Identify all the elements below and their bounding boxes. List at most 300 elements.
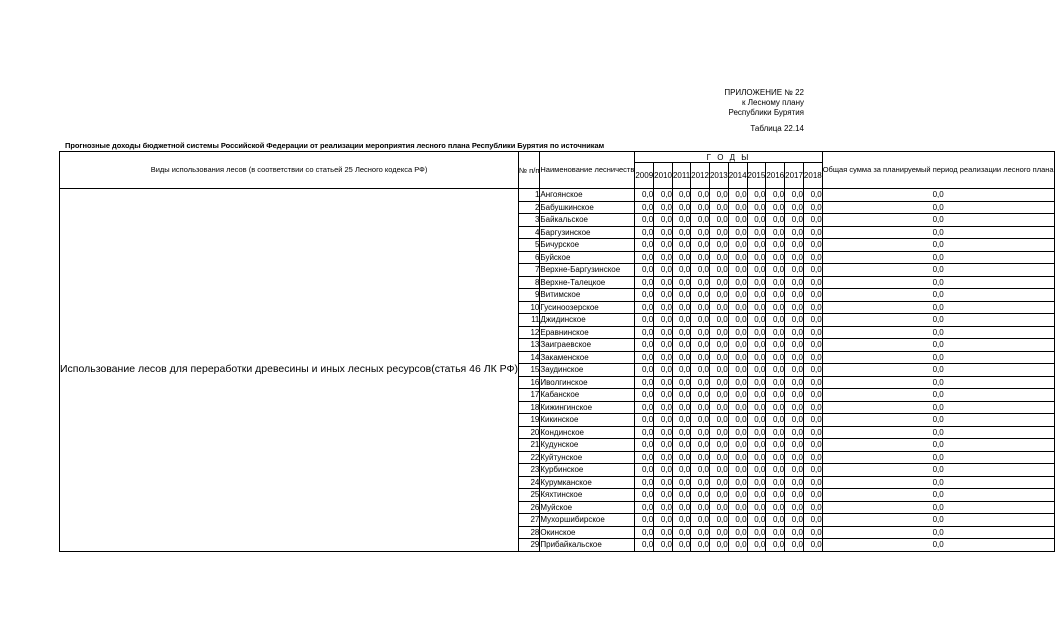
year-value-2014: 0,0: [728, 351, 747, 364]
year-value-2018: 0,0: [803, 439, 822, 452]
header-year-2011: 2011: [672, 163, 690, 189]
year-value-2012: 0,0: [691, 189, 710, 202]
year-value-2017: 0,0: [785, 426, 804, 439]
year-value-2011: 0,0: [672, 326, 690, 339]
header-year-2010: 2010: [654, 163, 673, 189]
year-value-2010: 0,0: [654, 351, 673, 364]
year-value-2018: 0,0: [803, 376, 822, 389]
year-value-2012: 0,0: [691, 289, 710, 302]
year-value-2010: 0,0: [654, 539, 673, 552]
forestry-name: Джидинское: [540, 314, 635, 327]
row-number: 27: [519, 514, 540, 527]
year-value-2017: 0,0: [785, 389, 804, 402]
year-value-2012: 0,0: [691, 201, 710, 214]
row-number: 11: [519, 314, 540, 327]
year-value-2018: 0,0: [803, 251, 822, 264]
total-value: 0,0: [822, 526, 1054, 539]
year-value-2018: 0,0: [803, 526, 822, 539]
year-value-2018: 0,0: [803, 464, 822, 477]
year-value-2011: 0,0: [672, 301, 690, 314]
year-value-2015: 0,0: [747, 364, 766, 377]
row-number: 16: [519, 376, 540, 389]
year-value-2012: 0,0: [691, 326, 710, 339]
year-value-2012: 0,0: [691, 301, 710, 314]
year-value-2011: 0,0: [672, 539, 690, 552]
total-value: 0,0: [822, 226, 1054, 239]
year-value-2010: 0,0: [654, 326, 673, 339]
header-total-sum: Общая сумма за планируемый период реализации лесного плана: [822, 152, 1054, 189]
year-value-2015: 0,0: [747, 251, 766, 264]
appendix-republic: Республики Бурятия: [728, 108, 804, 117]
row-number: 1: [519, 189, 540, 202]
header-year-2013: 2013: [709, 163, 728, 189]
year-value-2015: 0,0: [747, 539, 766, 552]
row-number: 7: [519, 264, 540, 277]
year-value-2011: 0,0: [672, 389, 690, 402]
year-value-2018: 0,0: [803, 476, 822, 489]
total-value: 0,0: [822, 239, 1054, 252]
year-value-2009: 0,0: [635, 376, 654, 389]
forestry-name: Курбинское: [540, 464, 635, 477]
year-value-2018: 0,0: [803, 451, 822, 464]
year-value-2011: 0,0: [672, 451, 690, 464]
year-value-2016: 0,0: [766, 326, 785, 339]
year-value-2015: 0,0: [747, 476, 766, 489]
year-value-2015: 0,0: [747, 376, 766, 389]
year-value-2018: 0,0: [803, 189, 822, 202]
year-value-2009: 0,0: [635, 426, 654, 439]
forestry-name: Верхне-Талецкое: [540, 276, 635, 289]
forestry-name: Закаменское: [540, 351, 635, 364]
year-value-2017: 0,0: [785, 339, 804, 352]
year-value-2011: 0,0: [672, 314, 690, 327]
year-value-2014: 0,0: [728, 301, 747, 314]
row-number: 26: [519, 501, 540, 514]
year-value-2012: 0,0: [691, 414, 710, 427]
total-value: 0,0: [822, 389, 1054, 402]
header-year-2017: 2017: [785, 163, 804, 189]
year-value-2009: 0,0: [635, 401, 654, 414]
year-value-2014: 0,0: [728, 476, 747, 489]
year-value-2012: 0,0: [691, 276, 710, 289]
year-value-2011: 0,0: [672, 401, 690, 414]
year-value-2014: 0,0: [728, 201, 747, 214]
year-value-2016: 0,0: [766, 301, 785, 314]
year-value-2014: 0,0: [728, 251, 747, 264]
year-value-2014: 0,0: [728, 314, 747, 327]
year-value-2013: 0,0: [709, 414, 728, 427]
row-number: 25: [519, 489, 540, 502]
year-value-2014: 0,0: [728, 439, 747, 452]
year-value-2011: 0,0: [672, 264, 690, 277]
total-value: 0,0: [822, 414, 1054, 427]
total-value: 0,0: [822, 489, 1054, 502]
year-value-2010: 0,0: [654, 214, 673, 227]
year-value-2012: 0,0: [691, 364, 710, 377]
year-value-2014: 0,0: [728, 426, 747, 439]
year-value-2018: 0,0: [803, 401, 822, 414]
year-value-2017: 0,0: [785, 376, 804, 389]
year-value-2010: 0,0: [654, 376, 673, 389]
year-value-2013: 0,0: [709, 539, 728, 552]
total-value: 0,0: [822, 464, 1054, 477]
year-value-2014: 0,0: [728, 226, 747, 239]
year-value-2014: 0,0: [728, 239, 747, 252]
header-usage-types: Виды использования лесов (в соответствии со статьей 25 Лесного кодекса РФ): [60, 152, 519, 189]
year-value-2016: 0,0: [766, 464, 785, 477]
year-value-2018: 0,0: [803, 339, 822, 352]
total-value: 0,0: [822, 301, 1054, 314]
forestry-name: Муйское: [540, 501, 635, 514]
year-value-2013: 0,0: [709, 526, 728, 539]
year-value-2016: 0,0: [766, 539, 785, 552]
year-value-2010: 0,0: [654, 476, 673, 489]
total-value: 0,0: [822, 326, 1054, 339]
year-value-2011: 0,0: [672, 214, 690, 227]
year-value-2018: 0,0: [803, 226, 822, 239]
year-value-2017: 0,0: [785, 526, 804, 539]
forestry-name: Буйское: [540, 251, 635, 264]
year-value-2014: 0,0: [728, 289, 747, 302]
year-value-2014: 0,0: [728, 339, 747, 352]
year-value-2013: 0,0: [709, 501, 728, 514]
header-year-2012: 2012: [691, 163, 710, 189]
forestry-name: Кудунское: [540, 439, 635, 452]
forestry-name: Куйтунское: [540, 451, 635, 464]
forestry-name: Кижингинское: [540, 401, 635, 414]
year-value-2010: 0,0: [654, 339, 673, 352]
year-value-2015: 0,0: [747, 214, 766, 227]
year-value-2009: 0,0: [635, 264, 654, 277]
year-value-2014: 0,0: [728, 364, 747, 377]
year-value-2010: 0,0: [654, 389, 673, 402]
forestry-name: Еравнинское: [540, 326, 635, 339]
year-value-2011: 0,0: [672, 351, 690, 364]
year-value-2017: 0,0: [785, 314, 804, 327]
total-value: 0,0: [822, 401, 1054, 414]
year-value-2014: 0,0: [728, 264, 747, 277]
year-value-2017: 0,0: [785, 226, 804, 239]
row-number: 6: [519, 251, 540, 264]
year-value-2015: 0,0: [747, 226, 766, 239]
year-value-2013: 0,0: [709, 464, 728, 477]
year-value-2012: 0,0: [691, 439, 710, 452]
year-value-2018: 0,0: [803, 289, 822, 302]
year-value-2017: 0,0: [785, 364, 804, 377]
year-value-2012: 0,0: [691, 501, 710, 514]
year-value-2015: 0,0: [747, 401, 766, 414]
year-value-2013: 0,0: [709, 401, 728, 414]
year-value-2014: 0,0: [728, 464, 747, 477]
year-value-2012: 0,0: [691, 401, 710, 414]
year-value-2010: 0,0: [654, 226, 673, 239]
year-value-2011: 0,0: [672, 201, 690, 214]
year-value-2014: 0,0: [728, 514, 747, 527]
year-value-2012: 0,0: [691, 264, 710, 277]
year-value-2016: 0,0: [766, 389, 785, 402]
year-value-2012: 0,0: [691, 539, 710, 552]
forestry-name: Прибайкальское: [540, 539, 635, 552]
total-value: 0,0: [822, 376, 1054, 389]
total-value: 0,0: [822, 514, 1054, 527]
year-value-2015: 0,0: [747, 301, 766, 314]
year-value-2011: 0,0: [672, 514, 690, 527]
year-value-2010: 0,0: [654, 426, 673, 439]
appendix-to-plan: к Лесному плану: [742, 98, 804, 107]
year-value-2016: 0,0: [766, 201, 785, 214]
year-value-2018: 0,0: [803, 239, 822, 252]
year-value-2011: 0,0: [672, 226, 690, 239]
header-year-2014: 2014: [728, 163, 747, 189]
year-value-2010: 0,0: [654, 189, 673, 202]
year-value-2018: 0,0: [803, 364, 822, 377]
year-value-2017: 0,0: [785, 489, 804, 502]
year-value-2013: 0,0: [709, 314, 728, 327]
year-value-2012: 0,0: [691, 214, 710, 227]
year-value-2012: 0,0: [691, 389, 710, 402]
year-value-2018: 0,0: [803, 314, 822, 327]
year-value-2009: 0,0: [635, 201, 654, 214]
year-value-2017: 0,0: [785, 476, 804, 489]
year-value-2012: 0,0: [691, 426, 710, 439]
year-value-2015: 0,0: [747, 201, 766, 214]
year-value-2009: 0,0: [635, 326, 654, 339]
year-value-2009: 0,0: [635, 314, 654, 327]
year-value-2013: 0,0: [709, 289, 728, 302]
year-value-2012: 0,0: [691, 239, 710, 252]
forestry-name: Верхне-Баргузинское: [540, 264, 635, 277]
table-number: Таблица 22.14: [750, 124, 804, 133]
year-value-2012: 0,0: [691, 514, 710, 527]
year-value-2017: 0,0: [785, 351, 804, 364]
year-value-2016: 0,0: [766, 276, 785, 289]
year-value-2017: 0,0: [785, 201, 804, 214]
year-value-2010: 0,0: [654, 264, 673, 277]
row-number: 19: [519, 414, 540, 427]
year-value-2012: 0,0: [691, 351, 710, 364]
year-value-2016: 0,0: [766, 526, 785, 539]
year-value-2016: 0,0: [766, 451, 785, 464]
year-value-2015: 0,0: [747, 414, 766, 427]
year-value-2013: 0,0: [709, 239, 728, 252]
row-number: 20: [519, 426, 540, 439]
year-value-2012: 0,0: [691, 526, 710, 539]
year-value-2011: 0,0: [672, 239, 690, 252]
header-row-number: № п/п: [519, 152, 540, 189]
year-value-2011: 0,0: [672, 426, 690, 439]
row-number: 15: [519, 364, 540, 377]
year-value-2018: 0,0: [803, 301, 822, 314]
year-value-2015: 0,0: [747, 289, 766, 302]
year-value-2012: 0,0: [691, 476, 710, 489]
year-value-2009: 0,0: [635, 189, 654, 202]
year-value-2012: 0,0: [691, 339, 710, 352]
year-value-2012: 0,0: [691, 376, 710, 389]
year-value-2010: 0,0: [654, 289, 673, 302]
year-value-2016: 0,0: [766, 376, 785, 389]
forestry-name: Гусиноозерское: [540, 301, 635, 314]
year-value-2010: 0,0: [654, 401, 673, 414]
year-value-2016: 0,0: [766, 339, 785, 352]
year-value-2017: 0,0: [785, 501, 804, 514]
year-value-2014: 0,0: [728, 389, 747, 402]
year-value-2011: 0,0: [672, 339, 690, 352]
year-value-2016: 0,0: [766, 226, 785, 239]
row-number: 13: [519, 339, 540, 352]
row-number: 9: [519, 289, 540, 302]
year-value-2017: 0,0: [785, 539, 804, 552]
year-value-2012: 0,0: [691, 314, 710, 327]
year-value-2014: 0,0: [728, 414, 747, 427]
year-value-2015: 0,0: [747, 514, 766, 527]
year-value-2016: 0,0: [766, 189, 785, 202]
year-value-2011: 0,0: [672, 376, 690, 389]
year-value-2016: 0,0: [766, 251, 785, 264]
year-value-2013: 0,0: [709, 426, 728, 439]
usage-type-cell: Использование лесов для переработки древесины и иных лесных ресурсов(статья 46 ЛК РФ): [60, 189, 519, 552]
row-number: 18: [519, 401, 540, 414]
year-value-2018: 0,0: [803, 389, 822, 402]
year-value-2014: 0,0: [728, 451, 747, 464]
year-value-2017: 0,0: [785, 414, 804, 427]
year-value-2011: 0,0: [672, 251, 690, 264]
year-value-2018: 0,0: [803, 214, 822, 227]
row-number: 5: [519, 239, 540, 252]
year-value-2012: 0,0: [691, 251, 710, 264]
year-value-2015: 0,0: [747, 314, 766, 327]
header-year-2009: 2009: [635, 163, 654, 189]
table-row: [60, 189, 1055, 202]
year-value-2014: 0,0: [728, 401, 747, 414]
table-body: [60, 189, 1055, 552]
forestry-name: Ангоянское: [540, 189, 635, 202]
forestry-name: Иволгинское: [540, 376, 635, 389]
year-value-2017: 0,0: [785, 464, 804, 477]
year-value-2013: 0,0: [709, 476, 728, 489]
year-value-2017: 0,0: [785, 289, 804, 302]
year-value-2013: 0,0: [709, 351, 728, 364]
year-value-2018: 0,0: [803, 264, 822, 277]
year-value-2013: 0,0: [709, 489, 728, 502]
forestry-name: Мухоршибирское: [540, 514, 635, 527]
year-value-2013: 0,0: [709, 376, 728, 389]
year-value-2009: 0,0: [635, 489, 654, 502]
year-value-2012: 0,0: [691, 489, 710, 502]
forestry-name: Кондинское: [540, 426, 635, 439]
year-value-2013: 0,0: [709, 214, 728, 227]
row-number: 22: [519, 451, 540, 464]
year-value-2013: 0,0: [709, 276, 728, 289]
year-value-2013: 0,0: [709, 364, 728, 377]
year-value-2016: 0,0: [766, 476, 785, 489]
forestry-name: Кяхтинское: [540, 489, 635, 502]
year-value-2017: 0,0: [785, 326, 804, 339]
year-value-2013: 0,0: [709, 189, 728, 202]
row-number: 4: [519, 226, 540, 239]
year-value-2009: 0,0: [635, 226, 654, 239]
year-value-2016: 0,0: [766, 514, 785, 527]
year-value-2009: 0,0: [635, 364, 654, 377]
year-value-2017: 0,0: [785, 451, 804, 464]
year-value-2010: 0,0: [654, 514, 673, 527]
year-value-2013: 0,0: [709, 251, 728, 264]
year-value-2018: 0,0: [803, 351, 822, 364]
year-value-2011: 0,0: [672, 364, 690, 377]
year-value-2013: 0,0: [709, 389, 728, 402]
year-value-2016: 0,0: [766, 426, 785, 439]
forestry-name: Бабушкинское: [540, 201, 635, 214]
year-value-2009: 0,0: [635, 539, 654, 552]
year-value-2018: 0,0: [803, 414, 822, 427]
year-value-2011: 0,0: [672, 489, 690, 502]
year-value-2009: 0,0: [635, 251, 654, 264]
year-value-2016: 0,0: [766, 314, 785, 327]
year-value-2009: 0,0: [635, 214, 654, 227]
total-value: 0,0: [822, 439, 1054, 452]
total-value: 0,0: [822, 314, 1054, 327]
year-value-2009: 0,0: [635, 451, 654, 464]
year-value-2018: 0,0: [803, 539, 822, 552]
year-value-2011: 0,0: [672, 476, 690, 489]
year-value-2017: 0,0: [785, 189, 804, 202]
row-number: 8: [519, 276, 540, 289]
year-value-2011: 0,0: [672, 501, 690, 514]
year-value-2014: 0,0: [728, 526, 747, 539]
year-value-2009: 0,0: [635, 414, 654, 427]
header-years-group: Г О Д Ы: [635, 152, 822, 163]
year-value-2010: 0,0: [654, 464, 673, 477]
year-value-2009: 0,0: [635, 239, 654, 252]
year-value-2010: 0,0: [654, 251, 673, 264]
year-value-2016: 0,0: [766, 214, 785, 227]
year-value-2015: 0,0: [747, 326, 766, 339]
year-value-2014: 0,0: [728, 276, 747, 289]
total-value: 0,0: [822, 501, 1054, 514]
table-header: [60, 152, 1055, 189]
year-value-2012: 0,0: [691, 464, 710, 477]
year-value-2016: 0,0: [766, 289, 785, 302]
forestry-name: Баргузинское: [540, 226, 635, 239]
year-value-2011: 0,0: [672, 276, 690, 289]
year-value-2009: 0,0: [635, 464, 654, 477]
year-value-2009: 0,0: [635, 301, 654, 314]
row-number: 17: [519, 389, 540, 402]
total-value: 0,0: [822, 426, 1054, 439]
year-value-2018: 0,0: [803, 326, 822, 339]
year-value-2018: 0,0: [803, 276, 822, 289]
year-value-2011: 0,0: [672, 289, 690, 302]
row-number: 10: [519, 301, 540, 314]
forestry-name: Заиграевское: [540, 339, 635, 352]
year-value-2010: 0,0: [654, 451, 673, 464]
year-value-2010: 0,0: [654, 201, 673, 214]
year-value-2014: 0,0: [728, 489, 747, 502]
year-value-2017: 0,0: [785, 301, 804, 314]
year-value-2010: 0,0: [654, 276, 673, 289]
forestry-name: Окинское: [540, 526, 635, 539]
forestry-name: Витимское: [540, 289, 635, 302]
total-value: 0,0: [822, 539, 1054, 552]
total-value: 0,0: [822, 364, 1054, 377]
year-value-2015: 0,0: [747, 426, 766, 439]
forestry-name: Байкальское: [540, 214, 635, 227]
year-value-2017: 0,0: [785, 514, 804, 527]
year-value-2010: 0,0: [654, 364, 673, 377]
row-number: 12: [519, 326, 540, 339]
year-value-2010: 0,0: [654, 501, 673, 514]
year-value-2018: 0,0: [803, 501, 822, 514]
row-number: 28: [519, 526, 540, 539]
